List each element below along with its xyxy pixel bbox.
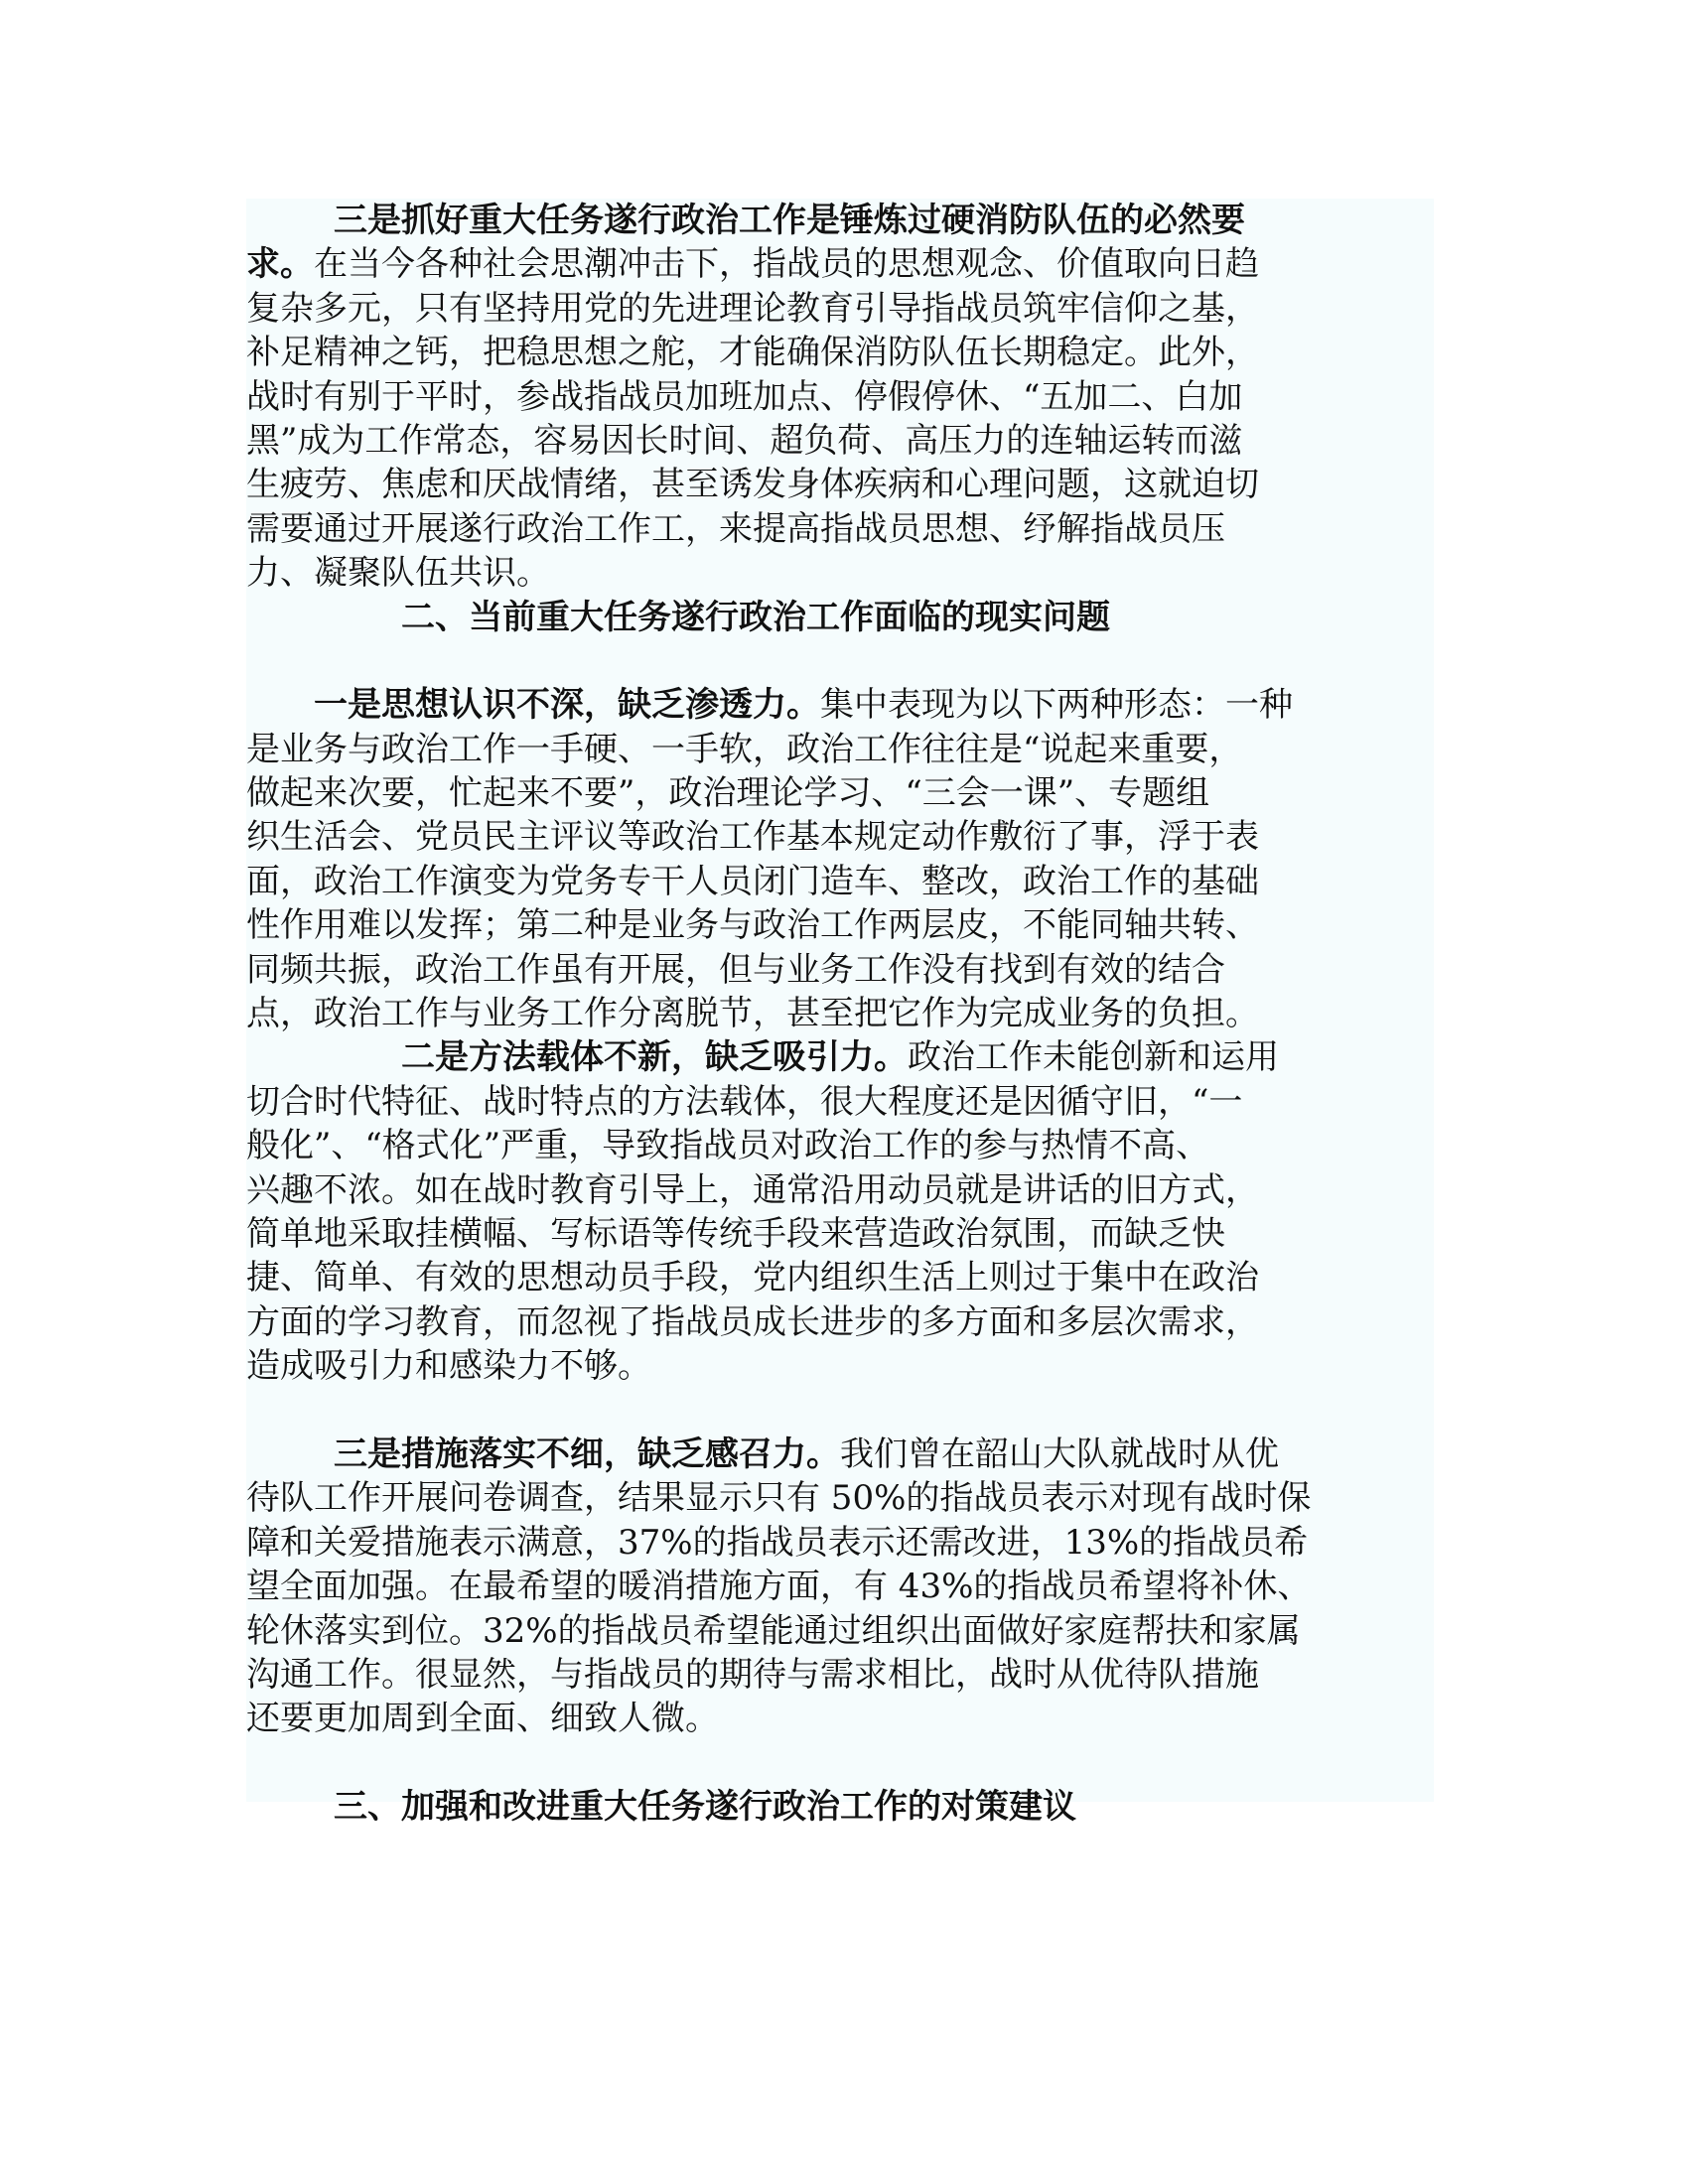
- section-heading-3: 三、加强和改进重大任务遂行政治工作的对策建议: [334, 1787, 1076, 1828]
- paragraph-4-line: 望全面加强。在最希望的暖消措施方面，有 43%的指战员希望将补休、: [246, 1567, 1312, 1607]
- paragraph-1-line-1: 在当今各种社会思潮冲击下，指战员的思想观念、价值取向日趋: [314, 244, 1259, 285]
- paragraph-1-line: 黑”成为工作常态，容易因长时间、超负荷、高压力的连轴运转而滋: [246, 420, 1243, 461]
- paragraph-1-line: 力、凝聚队伍共识。: [246, 553, 550, 594]
- paragraph-4-lead: 三是措施落实不细，缺乏感召力。: [334, 1433, 840, 1474]
- paragraph-1-line: 生疲劳、焦虑和厌战情绪，甚至诱发身体疾病和心理问题，这就迫切: [246, 465, 1259, 505]
- paragraph-4-line: 沟通工作。很显然，与指战员的期待与需求相比，战时从优待队措施: [246, 1654, 1259, 1695]
- paragraph-3-line: 造成吸引力和感染力不够。: [246, 1346, 651, 1387]
- paragraph-1-lead-tail: 求。: [246, 244, 314, 285]
- paragraph-4-line: 待队工作开展问卷调查，结果显示只有 50%的指战员表示对现有战时保: [246, 1478, 1312, 1519]
- paragraph-4-line: 障和关爱措施表示满意，37%的指战员表示还需改进，13%的指战员希: [246, 1522, 1309, 1563]
- paragraph-2-line: 做起来次要，忙起来不要”，政治理论学习、“三会一课”、专题组: [246, 773, 1210, 814]
- spacer: [246, 1389, 1434, 1433]
- paragraph-2-line: 性作用难以发挥；第二种是业务与政治工作两层皮，不能同轴共转、: [246, 905, 1259, 946]
- paragraph-4-first-line: 我们曾在韶山大队就战时从优: [840, 1433, 1279, 1474]
- document-text-block: [246, 199, 1434, 1828]
- section-heading-2: 二、当前重大任务遂行政治工作面临的现实问题: [401, 597, 1110, 637]
- paragraph-3-line: 切合时代特征、战时特点的方法载体，很大程度还是因循守旧，“一: [246, 1081, 1243, 1122]
- paragraph-4-line: 还要更加周到全面、细致人微。: [246, 1699, 719, 1739]
- paragraph-2-line: 同频共振，政治工作虽有开展，但与业务工作没有找到有效的结合: [246, 949, 1225, 990]
- paragraph-3-lead: 二是方法载体不新，缺乏吸引力。: [401, 1037, 908, 1078]
- paragraph-1-line: 需要通过开展遂行政治工作工，来提高指战员思想、纾解指战员压: [246, 508, 1225, 549]
- paragraph-1-line: 补足精神之钙，把稳思想之舵，才能确保消防队伍长期稳定。此外，: [246, 333, 1259, 373]
- spacer: [246, 639, 1434, 683]
- paragraph-2-line: 织生活会、党员民主评议等政治工作基本规定动作敷衍了事，浮于表: [246, 817, 1259, 858]
- paragraph-3-line: 兴趣不浓。如在战时教育引导上，通常沿用动员就是讲话的旧方式，: [246, 1169, 1259, 1210]
- spacer: [246, 1741, 1434, 1785]
- paragraph-4-line: 轮休落实到位。32%的指战员希望能通过组织出面做好家庭帮扶和家属: [246, 1610, 1301, 1651]
- paragraph-2-line: 点，政治工作与业务工作分离脱节，甚至把它作为完成业务的负担。: [246, 994, 1259, 1034]
- paragraph-3-line: 捷、简单、有效的思想动员手段，党内组织生活上则过于集中在政治: [246, 1258, 1259, 1298]
- paragraph-4: [246, 1433, 1434, 1741]
- paragraph-3-first-line: 政治工作未能创新和运用: [908, 1037, 1279, 1078]
- paragraph-1-line: 复杂多元，只有坚持用党的先进理论教育引导指战员筑牢信仰之基，: [246, 288, 1259, 329]
- paragraph-2-line: 面，政治工作演变为党务专干人员闭门造车、整改，政治工作的基础: [246, 861, 1259, 901]
- paragraph-3-line: 方面的学习教育，而忽视了指战员成长进步的多方面和多层次需求，: [246, 1301, 1259, 1342]
- paragraph-2-lead: 一是思想认识不深，缺乏渗透力。: [314, 685, 820, 726]
- paragraph-1-line: 战时有别于平时，参战指战员加班加点、停假停休、“五加二、白加: [246, 376, 1243, 417]
- paragraph-3-line: 般化”、“格式化”严重，导致指战员对政治工作的参与热情不高、: [246, 1126, 1210, 1166]
- paragraph-1: [246, 199, 1434, 596]
- paragraph-3-line: 简单地采取挂横幅、写标语等传统手段来营造政治氛围，而缺乏快: [246, 1214, 1225, 1254]
- paragraph-2-line: 是业务与政治工作一手硬、一手软，政治工作往往是“说起来重要，: [246, 729, 1243, 769]
- paragraph-2-first-line: 集中表现为以下两种形态：一种: [820, 685, 1293, 726]
- paragraph-3: [246, 1035, 1434, 1388]
- paragraph-1-lead: 三是抓好重大任务遂行政治工作是锤炼过硬消防队伍的必然要: [334, 201, 1245, 240]
- paragraph-2: [246, 683, 1434, 1035]
